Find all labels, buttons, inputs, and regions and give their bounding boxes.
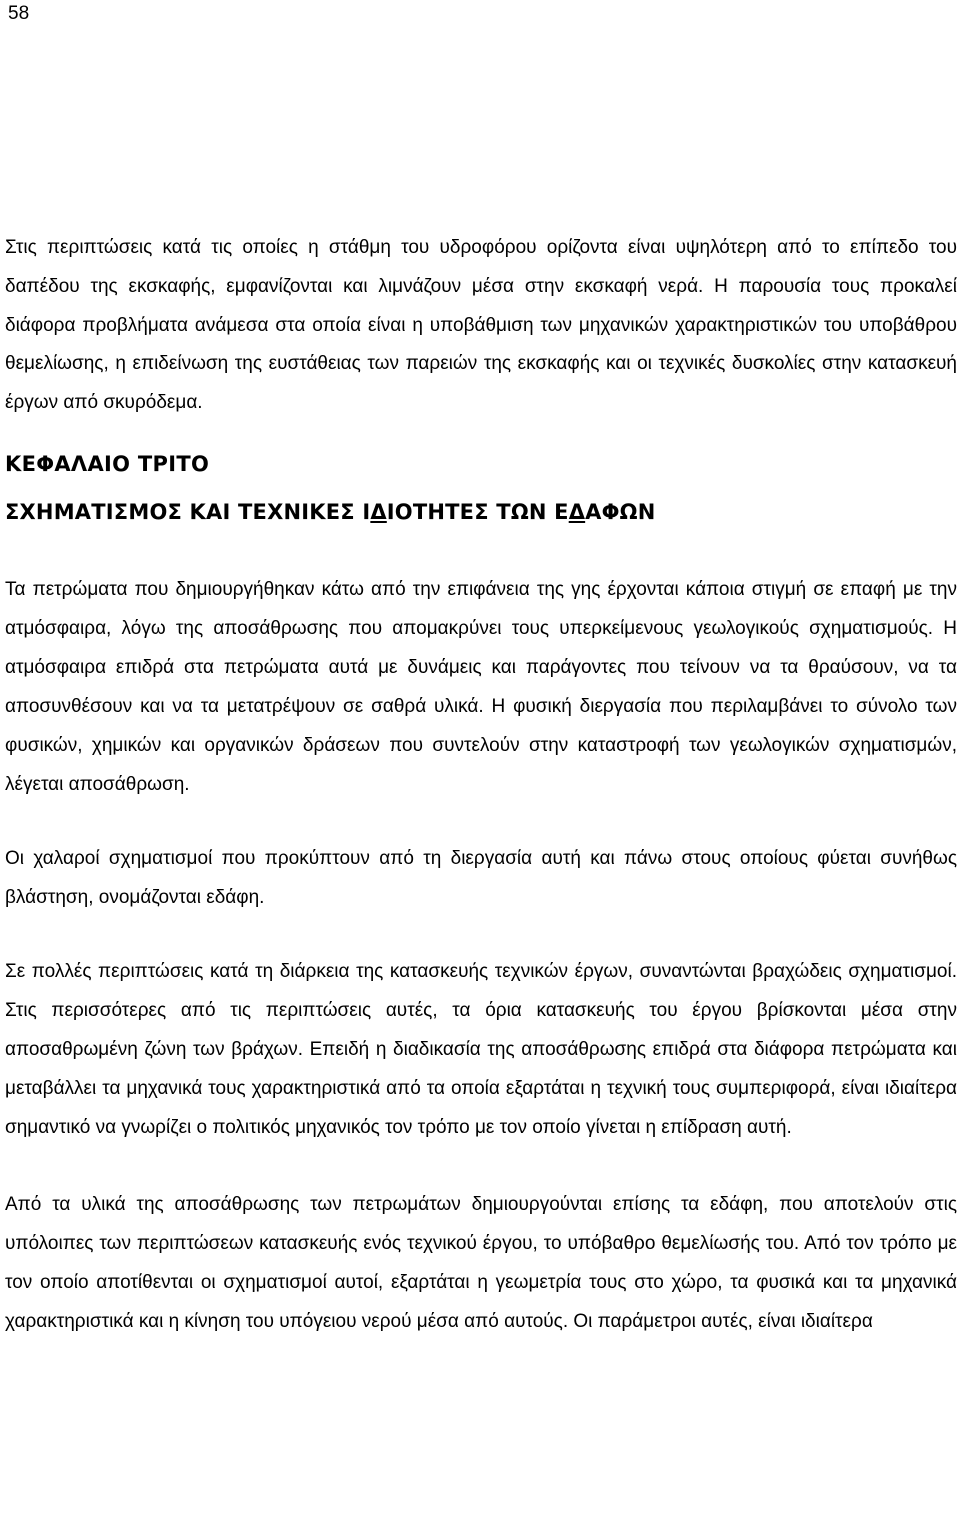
body-paragraph: Οι χαλαροί σχηματισμοί που προκύπτουν από τη διεργασία αυτή και πάνω στους οποίους φύεται συνήθως βλάστηση, ονομάζονται εδάφη. [5,847,957,908]
page-body [5,229,957,1341]
chapter-subtitle-underlined-letter: Δ [370,499,387,524]
chapter-title: ΚΕΦΑΛΑΙΟ ΤΡΙΤΟ [5,451,210,476]
chapter-subtitle-part: ΙΟΤΗΤΕΣ ΤΩΝ Ε [386,499,569,524]
intro-paragraph: Στις περιπτώσεις κατά τις οποίες η στάθμη του υδροφόρου ορίζοντα είναι υψηλότερη από το επίπεδο του δαπέδου της εκσκαφής, εμφανίζονται και λιμνάζουν μέσα στην εκσκαφή νερά. Η παρουσία τους προκαλεί διάφορα προβλήματα ανάμεσα στα οποία είναι η υποβάθμιση των μηχανικών χαρακτηριστικών του υποβάθρου θεμελίωσης, η επιδείνωση της ευστάθειας των παρειών της εκσκαφής και οι τεχνικές δυσκολίες στην κατασκευή έργων από σκυρόδεμα. [5,237,957,414]
chapter-subtitle-part: ΑΦΩΝ [585,499,656,524]
body-paragraph: Τα πετρώματα που δημιουργήθηκαν κάτω από την επιφάνεια της γης έρχονται κάποια στιγμή σε επαφή με την ατμόσφαιρα, λόγω της αποσάθρωσης που απομακρύνει τους υπερκείμενους γεωλογικούς σχηματισμούς. Η ατμόσφαιρα επιδρά στα πετρώματα αυτά με δυνάμεις και παράγοντες που τείνουν να τα θραύσουν, να τα αποσυνθέσουν και να τα μετατρέψουν σε σαθρά υλικά. Η φυσική διεργασία που περιλαμβάνει το σύνολο των φυσικών, χημικών και οργανικών δράσεων που συντελούν στην καταστροφή των γεωλογικών σχηματισμών, λέγεται αποσάθρωση. [5,578,957,795]
chapter-subtitle-part: ΣΧΗΜΑΤΙΣΜΟΣ ΚΑΙ ΤΕΧΝΙΚΕΣ Ι [5,499,371,524]
chapter-subtitle-underlined-letter: Δ [568,499,586,524]
body-paragraph: Σε πολλές περιπτώσεις κατά τη διάρκεια της κατασκευής τεχνικών έργων, συναντώνται βραχώδεις σχηματισμοί. Στις περισσότερες από τις περιπτώσεις αυτές, τα όρια κατασκευής του έργου βρίσκονται μέσα στην αποσαθρωμένη ζώνη των βράχων. Επειδή η διαδικασία της αποσάθρωσης επιδρά στα διάφορα πετρώματα και μεταβάλλει τα μηχανικά τους χαρακτηριστικά από τα οποία εξαρτάται η τεχνική τους συμπεριφορά, είναι ιδιαίτερα σημαντικό να γνωρίζει ο πολιτικός μηχανικός τον τρόπο με τον οποίο γίνεται η επίδραση αυτή. [5,960,957,1138]
page-number: 58 [8,3,30,24]
chapter-subtitle [5,498,957,526]
body-paragraph: Από τα υλικά της αποσάθρωσης των πετρωμάτων δημιουργούνται επίσης τα εδάφη, που αποτελούν στις υπόλοιπες των περιπτώσεων κατασκευής ενός τεχνικού έργου, το υπόβαθρο θεμελίωσής του. Από τον τρόπο με τον οποίο αποτίθενται οι σχηματισμοί αυτοί, εξαρτάται η γεωμετρία τους στο χώρο, τα φυσικά και τα μηχανικά χαρακτηριστικά και η κίνηση του υπόγειου νερού μέσα από αυτούς. Οι παράμετροι αυτές, είναι ιδιαίτερα [5,1193,957,1332]
